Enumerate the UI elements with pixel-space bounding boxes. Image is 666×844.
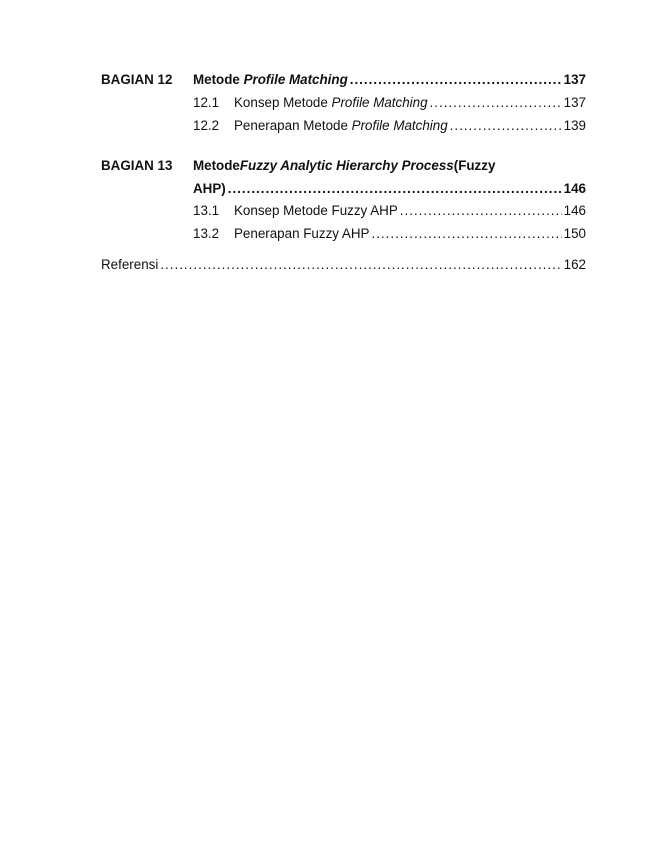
section-title: Konsep Metode Fuzzy AHP	[234, 203, 398, 218]
section-title: Penerapan Fuzzy AHP	[234, 226, 370, 241]
page-number: 162	[563, 257, 586, 272]
chapter-label: BAGIAN 12	[101, 72, 173, 87]
toc-entry-chapter-13[interactable]	[193, 181, 586, 196]
section-number: 13.1	[193, 203, 220, 218]
section-number: 12.2	[193, 118, 220, 133]
toc-entry-chapter-12[interactable]	[193, 72, 586, 87]
leader-dots	[400, 203, 562, 218]
chapter-title-line2: AHP)	[193, 181, 226, 196]
page-number: 150	[563, 226, 586, 241]
leader-dots	[430, 95, 562, 110]
section-number: 12.1	[193, 95, 220, 110]
section-title: Konsep Metode Profile Matching	[234, 95, 428, 110]
toc-entry-section-12-1[interactable]	[193, 95, 586, 110]
leader-dots	[160, 257, 561, 272]
page-number: 137	[563, 95, 586, 110]
leader-dots	[228, 181, 562, 196]
page-number: 146	[563, 203, 586, 218]
toc-entry-section-13-1[interactable]	[193, 203, 586, 218]
page-number: 146	[563, 181, 586, 196]
page-number: 139	[563, 118, 586, 133]
leader-dots	[450, 118, 562, 133]
leader-dots	[371, 226, 561, 241]
chapter-title: Metode Profile Matching	[193, 72, 348, 87]
toc-entry-section-13-2[interactable]	[193, 226, 586, 241]
section-title: Penerapan Metode Profile Matching	[234, 118, 448, 133]
chapter-title-line1[interactable]: Metode Fuzzy Analytic Hierarchy Process (Fuzzy	[193, 158, 496, 173]
toc-entry-section-12-2[interactable]	[193, 118, 586, 133]
page-number: 137	[563, 72, 586, 87]
toc-entry-references[interactable]	[101, 257, 586, 272]
section-number: 13.2	[193, 226, 220, 241]
chapter-label: BAGIAN 13	[101, 158, 173, 173]
leader-dots	[350, 72, 562, 87]
references-label: Referensi	[101, 257, 159, 272]
